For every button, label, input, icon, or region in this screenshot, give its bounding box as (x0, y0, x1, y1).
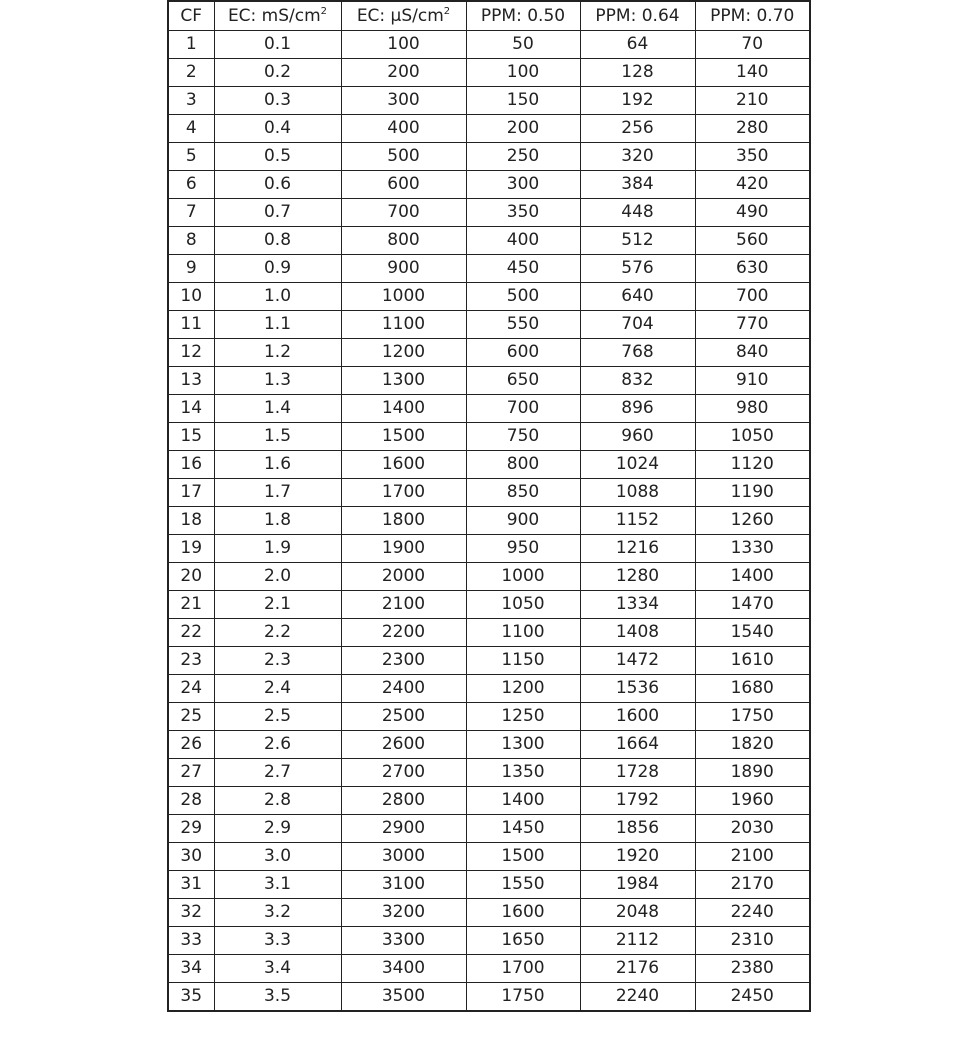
cell-ec-us: 1700 (341, 479, 466, 507)
cell-cf: 33 (168, 927, 214, 955)
cell-ppm-050: 1050 (466, 591, 580, 619)
cell-ppm-050: 150 (466, 87, 580, 115)
cell-ppm-064: 320 (580, 143, 695, 171)
table-row (168, 535, 810, 563)
cell-cf: 4 (168, 115, 214, 143)
table-row (168, 563, 810, 591)
cell-cf: 16 (168, 451, 214, 479)
cell-ec-us: 2900 (341, 815, 466, 843)
cell-ppm-064: 1152 (580, 507, 695, 535)
cell-ec-ms: 0.5 (214, 143, 341, 171)
cell-ec-us: 3400 (341, 955, 466, 983)
cell-ec-us: 1000 (341, 283, 466, 311)
cell-ec-us: 3100 (341, 871, 466, 899)
cell-ec-us: 3300 (341, 927, 466, 955)
cell-ec-ms: 2.8 (214, 787, 341, 815)
cell-ppm-050: 1700 (466, 955, 580, 983)
cell-ppm-050: 100 (466, 59, 580, 87)
cell-ppm-070: 1540 (695, 619, 810, 647)
cell-cf: 29 (168, 815, 214, 843)
cell-ppm-050: 50 (466, 31, 580, 59)
cell-ppm-070: 420 (695, 171, 810, 199)
cell-ec-us: 1800 (341, 507, 466, 535)
cell-ppm-064: 384 (580, 171, 695, 199)
cell-ppm-064: 1472 (580, 647, 695, 675)
cell-ppm-050: 350 (466, 199, 580, 227)
table-row (168, 395, 810, 423)
table-row (168, 255, 810, 283)
cell-ppm-064: 2240 (580, 983, 695, 1012)
table-row (168, 927, 810, 955)
cell-ppm-070: 1820 (695, 731, 810, 759)
cell-cf: 35 (168, 983, 214, 1012)
cell-ec-ms: 1.0 (214, 283, 341, 311)
cell-ec-ms: 0.3 (214, 87, 341, 115)
cell-ec-ms: 1.2 (214, 339, 341, 367)
cell-ec-us: 2400 (341, 675, 466, 703)
cell-ppm-050: 600 (466, 339, 580, 367)
cell-ppm-050: 300 (466, 171, 580, 199)
cell-ppm-050: 1350 (466, 759, 580, 787)
header-label: PPM: 0.70 (710, 6, 795, 26)
cell-ppm-070: 840 (695, 339, 810, 367)
cell-ec-ms: 1.4 (214, 395, 341, 423)
cell-ppm-050: 1250 (466, 703, 580, 731)
table-row (168, 619, 810, 647)
cell-ppm-050: 1750 (466, 983, 580, 1012)
cell-ec-ms: 0.7 (214, 199, 341, 227)
cell-ppm-050: 1300 (466, 731, 580, 759)
table-row (168, 675, 810, 703)
header-ec-us (341, 1, 466, 31)
cell-ppm-050: 550 (466, 311, 580, 339)
cell-ec-us: 2100 (341, 591, 466, 619)
cell-ppm-050: 1550 (466, 871, 580, 899)
cell-ppm-070: 1260 (695, 507, 810, 535)
table-row (168, 199, 810, 227)
cell-ec-ms: 3.3 (214, 927, 341, 955)
cell-ppm-070: 2450 (695, 983, 810, 1012)
table-row (168, 59, 810, 87)
cell-ppm-050: 700 (466, 395, 580, 423)
table-row (168, 731, 810, 759)
cell-ppm-064: 1984 (580, 871, 695, 899)
table-row (168, 87, 810, 115)
table-row (168, 647, 810, 675)
cell-cf: 24 (168, 675, 214, 703)
cell-ppm-050: 1100 (466, 619, 580, 647)
cell-ppm-070: 210 (695, 87, 810, 115)
cell-ppm-070: 1680 (695, 675, 810, 703)
table-row (168, 339, 810, 367)
cell-ppm-050: 1600 (466, 899, 580, 927)
cell-cf: 14 (168, 395, 214, 423)
cell-ppm-070: 1750 (695, 703, 810, 731)
cell-ppm-050: 950 (466, 535, 580, 563)
cell-ppm-064: 1728 (580, 759, 695, 787)
header-ec-ms (214, 1, 341, 31)
header-ppm-070 (695, 1, 810, 31)
cell-ppm-070: 2100 (695, 843, 810, 871)
cell-ppm-064: 1792 (580, 787, 695, 815)
cell-ec-us: 3000 (341, 843, 466, 871)
cell-ppm-070: 1190 (695, 479, 810, 507)
cell-ppm-064: 2112 (580, 927, 695, 955)
ec-ppm-conversion-table (167, 0, 811, 1012)
table-row (168, 983, 810, 1012)
cell-cf: 22 (168, 619, 214, 647)
cell-ppm-064: 2048 (580, 899, 695, 927)
cell-ppm-070: 1400 (695, 563, 810, 591)
cell-ppm-064: 960 (580, 423, 695, 451)
cell-ec-ms: 0.6 (214, 171, 341, 199)
cell-ec-ms: 3.5 (214, 983, 341, 1012)
cell-ppm-050: 1200 (466, 675, 580, 703)
cell-ec-us: 200 (341, 59, 466, 87)
cell-cf: 12 (168, 339, 214, 367)
cell-ec-us: 2000 (341, 563, 466, 591)
cell-ppm-070: 1960 (695, 787, 810, 815)
cell-ppm-064: 640 (580, 283, 695, 311)
cell-ppm-070: 910 (695, 367, 810, 395)
cell-ppm-070: 2030 (695, 815, 810, 843)
cell-ppm-050: 750 (466, 423, 580, 451)
table-row (168, 815, 810, 843)
cell-ppm-064: 1664 (580, 731, 695, 759)
header-label: EC: mS/cm (227, 6, 321, 26)
cell-cf: 19 (168, 535, 214, 563)
cell-ec-us: 1300 (341, 367, 466, 395)
cell-ec-ms: 1.9 (214, 535, 341, 563)
cell-ec-us: 3200 (341, 899, 466, 927)
cell-ppm-064: 1334 (580, 591, 695, 619)
cell-cf: 17 (168, 479, 214, 507)
cell-ppm-064: 192 (580, 87, 695, 115)
table-row (168, 31, 810, 59)
cell-ppm-064: 768 (580, 339, 695, 367)
table-row (168, 311, 810, 339)
cell-cf: 7 (168, 199, 214, 227)
cell-ec-ms: 2.4 (214, 675, 341, 703)
cell-ec-us: 1500 (341, 423, 466, 451)
cell-ec-ms: 3.1 (214, 871, 341, 899)
cell-ec-ms: 2.1 (214, 591, 341, 619)
cell-ec-ms: 1.7 (214, 479, 341, 507)
cell-ppm-050: 1150 (466, 647, 580, 675)
header-label: EC: μS/cm (356, 6, 444, 26)
cell-ppm-064: 1088 (580, 479, 695, 507)
cell-ec-us: 1400 (341, 395, 466, 423)
cell-cf: 5 (168, 143, 214, 171)
cell-ppm-050: 1450 (466, 815, 580, 843)
cell-ppm-064: 256 (580, 115, 695, 143)
cell-ppm-070: 70 (695, 31, 810, 59)
cell-ppm-064: 128 (580, 59, 695, 87)
cell-ppm-064: 1408 (580, 619, 695, 647)
table-row (168, 479, 810, 507)
cell-cf: 1 (168, 31, 214, 59)
cell-cf: 6 (168, 171, 214, 199)
cell-ec-ms: 1.8 (214, 507, 341, 535)
cell-ec-us: 2700 (341, 759, 466, 787)
table-row (168, 283, 810, 311)
table-row (168, 871, 810, 899)
cell-ec-ms: 0.2 (214, 59, 341, 87)
cell-ppm-050: 500 (466, 283, 580, 311)
cell-ec-ms: 2.9 (214, 815, 341, 843)
table-row (168, 115, 810, 143)
cell-ec-ms: 1.1 (214, 311, 341, 339)
table-row (168, 703, 810, 731)
cell-ec-ms: 2.3 (214, 647, 341, 675)
cell-ppm-070: 1470 (695, 591, 810, 619)
cell-ec-us: 2600 (341, 731, 466, 759)
cell-ppm-070: 350 (695, 143, 810, 171)
cell-ppm-070: 1890 (695, 759, 810, 787)
cell-ppm-064: 1856 (580, 815, 695, 843)
cell-ec-ms: 3.2 (214, 899, 341, 927)
cell-cf: 34 (168, 955, 214, 983)
table-row (168, 843, 810, 871)
cell-cf: 25 (168, 703, 214, 731)
cell-ppm-050: 850 (466, 479, 580, 507)
cell-cf: 18 (168, 507, 214, 535)
cell-ppm-064: 704 (580, 311, 695, 339)
table-row (168, 423, 810, 451)
cell-ec-ms: 0.8 (214, 227, 341, 255)
cell-ppm-070: 280 (695, 115, 810, 143)
cell-ec-us: 900 (341, 255, 466, 283)
cell-ec-us: 1100 (341, 311, 466, 339)
table-row (168, 227, 810, 255)
cell-ec-us: 300 (341, 87, 466, 115)
cell-cf: 28 (168, 787, 214, 815)
cell-ec-ms: 3.4 (214, 955, 341, 983)
header-label: CF (180, 6, 203, 26)
header-cf (168, 1, 214, 31)
table-row (168, 787, 810, 815)
cell-cf: 13 (168, 367, 214, 395)
cell-cf: 30 (168, 843, 214, 871)
table-row (168, 171, 810, 199)
cell-ppm-050: 900 (466, 507, 580, 535)
header-label: PPM: 0.64 (595, 6, 680, 26)
cell-ppm-050: 800 (466, 451, 580, 479)
cell-cf: 10 (168, 283, 214, 311)
cell-ppm-070: 1330 (695, 535, 810, 563)
cell-ec-us: 2200 (341, 619, 466, 647)
cell-ppm-070: 490 (695, 199, 810, 227)
cell-cf: 8 (168, 227, 214, 255)
cell-cf: 9 (168, 255, 214, 283)
cell-ppm-064: 512 (580, 227, 695, 255)
cell-ppm-064: 1280 (580, 563, 695, 591)
cell-ppm-050: 1000 (466, 563, 580, 591)
cell-ppm-050: 1400 (466, 787, 580, 815)
cell-cf: 15 (168, 423, 214, 451)
cell-cf: 20 (168, 563, 214, 591)
cell-cf: 23 (168, 647, 214, 675)
cell-ec-ms: 0.9 (214, 255, 341, 283)
cell-ec-us: 1900 (341, 535, 466, 563)
header-ppm-064 (580, 1, 695, 31)
cell-ppm-070: 630 (695, 255, 810, 283)
cell-ec-ms: 3.0 (214, 843, 341, 871)
cell-ppm-070: 2380 (695, 955, 810, 983)
cell-ppm-064: 1600 (580, 703, 695, 731)
cell-ec-ms: 0.4 (214, 115, 341, 143)
cell-ec-ms: 2.7 (214, 759, 341, 787)
cell-cf: 2 (168, 59, 214, 87)
cell-ppm-070: 2170 (695, 871, 810, 899)
cell-ppm-064: 64 (580, 31, 695, 59)
table-header (168, 1, 810, 31)
header-superscript: 2 (320, 6, 328, 17)
cell-ec-us: 400 (341, 115, 466, 143)
table-row (168, 899, 810, 927)
cell-ppm-050: 450 (466, 255, 580, 283)
cell-ec-ms: 2.5 (214, 703, 341, 731)
table-row (168, 759, 810, 787)
table-body (168, 31, 810, 1012)
cell-ppm-050: 400 (466, 227, 580, 255)
cell-ppm-070: 140 (695, 59, 810, 87)
cell-ec-us: 2500 (341, 703, 466, 731)
cell-cf: 27 (168, 759, 214, 787)
cell-ppm-070: 700 (695, 283, 810, 311)
cell-ppm-070: 1610 (695, 647, 810, 675)
cell-ppm-070: 1050 (695, 423, 810, 451)
cell-ec-us: 1600 (341, 451, 466, 479)
cell-cf: 3 (168, 87, 214, 115)
cell-ppm-050: 1500 (466, 843, 580, 871)
cell-ppm-070: 2310 (695, 927, 810, 955)
cell-ec-us: 500 (341, 143, 466, 171)
cell-ec-us: 2800 (341, 787, 466, 815)
cell-ppm-064: 1024 (580, 451, 695, 479)
header-row (168, 1, 810, 31)
header-ppm-050 (466, 1, 580, 31)
cell-ppm-050: 650 (466, 367, 580, 395)
table-row (168, 451, 810, 479)
table-row (168, 955, 810, 983)
table-row (168, 367, 810, 395)
cell-ppm-070: 2240 (695, 899, 810, 927)
cell-cf: 32 (168, 899, 214, 927)
cell-ec-ms: 1.6 (214, 451, 341, 479)
header-superscript: 2 (443, 6, 451, 17)
cell-ppm-064: 1536 (580, 675, 695, 703)
cell-ec-ms: 1.5 (214, 423, 341, 451)
cell-ec-ms: 2.6 (214, 731, 341, 759)
cell-ppm-064: 448 (580, 199, 695, 227)
cell-ec-us: 2300 (341, 647, 466, 675)
cell-ppm-050: 1650 (466, 927, 580, 955)
cell-ec-ms: 1.3 (214, 367, 341, 395)
cell-ppm-070: 980 (695, 395, 810, 423)
cell-cf: 26 (168, 731, 214, 759)
cell-ppm-064: 832 (580, 367, 695, 395)
cell-ec-ms: 0.1 (214, 31, 341, 59)
cell-ppm-050: 200 (466, 115, 580, 143)
cell-ec-us: 600 (341, 171, 466, 199)
cell-ppm-064: 576 (580, 255, 695, 283)
cell-ec-us: 1200 (341, 339, 466, 367)
cell-ec-us: 800 (341, 227, 466, 255)
table-row (168, 591, 810, 619)
header-label: PPM: 0.50 (480, 6, 566, 26)
cell-ppm-050: 250 (466, 143, 580, 171)
cell-ppm-070: 770 (695, 311, 810, 339)
cell-ec-us: 700 (341, 199, 466, 227)
cell-cf: 11 (168, 311, 214, 339)
cell-cf: 31 (168, 871, 214, 899)
cell-ppm-070: 1120 (695, 451, 810, 479)
cell-ec-us: 100 (341, 31, 466, 59)
cell-ec-ms: 2.0 (214, 563, 341, 591)
cell-ppm-064: 2176 (580, 955, 695, 983)
cell-ppm-064: 1920 (580, 843, 695, 871)
cell-cf: 21 (168, 591, 214, 619)
cell-ec-us: 3500 (341, 983, 466, 1012)
cell-ppm-064: 896 (580, 395, 695, 423)
cell-ppm-070: 560 (695, 227, 810, 255)
table-row (168, 143, 810, 171)
table-row (168, 507, 810, 535)
cell-ec-ms: 2.2 (214, 619, 341, 647)
cell-ppm-064: 1216 (580, 535, 695, 563)
